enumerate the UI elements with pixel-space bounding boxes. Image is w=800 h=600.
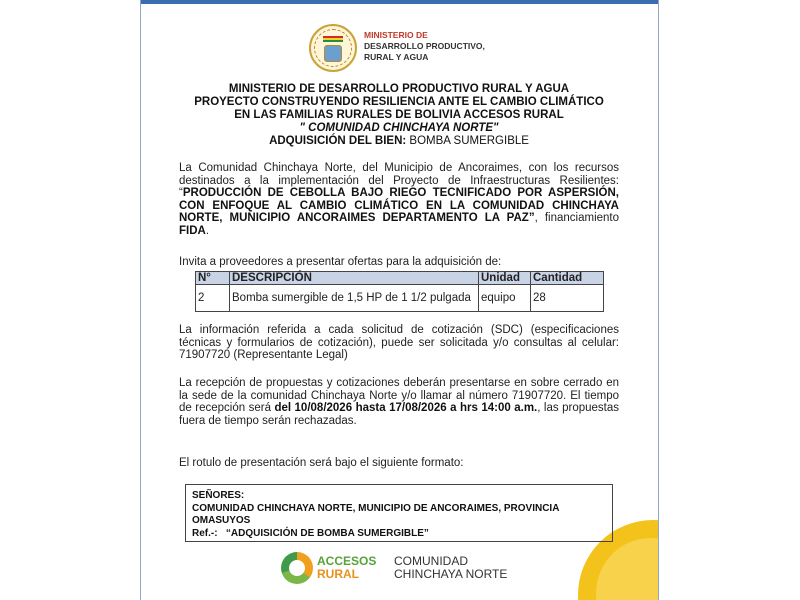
invite-text: Invita a proveedores a presentar ofertas para la adquisición de:	[179, 256, 502, 268]
intro-text-b: , financiamiento	[534, 212, 620, 224]
bolivia-seal-icon	[309, 24, 357, 72]
logo-mark-center	[289, 560, 305, 576]
ministry-line-1: MINISTERIO DE	[364, 30, 428, 40]
ministry-name	[364, 30, 524, 63]
intro-text-c: .	[205, 224, 210, 237]
reception-paragraph	[179, 377, 619, 427]
rotulo-ref-label: Ref.-:	[192, 527, 218, 539]
project-name: PRODUCCIÓN DE CEBOLLA BAJO RIEGO TECNIFICADO POR ASPERSIÓN, CON ENFOQUE AL CAMBIO CLIMÁTICO EN LA COMUNIDAD CHINCHAYA NORTE, MUNICIPIO ANCORAIMES DEPARTAMENTO LA PAZ”	[179, 187, 619, 224]
title-line-3: EN LAS FAMILIAS RURALES DE BOLIVIA ACCESOS RURAL	[234, 109, 564, 121]
seal-shield	[324, 45, 342, 62]
document-page	[140, 0, 659, 600]
ministry-header	[309, 24, 509, 74]
rotulo-ref-value: “ADQUISICIÓN DE BOMBA SUMERGIBLE”	[225, 527, 429, 539]
cell-quantity: 28	[531, 285, 604, 312]
col-header-unit: Unidad	[479, 272, 531, 285]
col-header-quantity: Cantidad	[531, 272, 604, 285]
footer-community-line-2: CHINCHAYA NORTE	[394, 567, 508, 581]
intro-text-a: La Comunidad Chinchaya Norte, del Municipio de Ancoraimes, con los recursos destinados a la implementación del Proyecto de Infraestructuras Resilientes: “	[179, 162, 619, 199]
top-accent-bar	[141, 0, 658, 4]
title-line-4: " COMUNIDAD CHINCHAYA NORTE"	[299, 122, 499, 134]
rotulo-intro: El rotulo de presentación será bajo el siguiente formato:	[179, 457, 464, 469]
logo-text	[317, 555, 376, 581]
logo-line-2: RURAL	[317, 567, 359, 581]
col-header-description: DESCRIPCIÓN	[230, 272, 479, 285]
title-line-1: MINISTERIO DE DESARROLLO PRODUCTIVO RURAL Y AGUA	[228, 83, 570, 95]
table-header-row	[196, 272, 604, 285]
accesos-rural-logo-icon	[281, 552, 313, 584]
rotulo-box	[185, 484, 613, 542]
seal-flag	[323, 36, 343, 42]
items-table	[195, 271, 604, 312]
acquisition-value: BOMBA SUMERGIBLE	[406, 135, 529, 147]
title-line-2: PROYECTO CONSTRUYENDO RESILIENCIA ANTE EL CAMBIO CLIMÁTICO	[194, 96, 604, 108]
funder-name: FIDA	[179, 224, 206, 237]
intro-paragraph	[179, 162, 619, 237]
info-paragraph: La información referida a cada solicitud de cotización (SDC) (especificaciones técnicas y formularios de cotización), puede ser solicitada y/o consultas al celular: 71907720 (Representante Legal)	[179, 324, 619, 361]
col-header-number: N°	[196, 272, 230, 285]
table-row	[196, 285, 604, 312]
acquisition-label: ADQUISICIÓN DEL BIEN:	[269, 135, 407, 147]
reception-text-b: , las propuestas fuera de tiempo serán rechazadas.	[179, 402, 619, 427]
rotulo-line-2: COMUNIDAD CHINCHAYA NORTE, MUNICIPIO DE ANCORAIMES, PROVINCIA OMASUYOS	[192, 502, 560, 526]
ministry-line-2: DESARROLLO PRODUCTIVO,	[364, 41, 485, 51]
rotulo-ref	[192, 528, 606, 541]
footer-community-line-1: COMUNIDAD	[394, 554, 468, 568]
cell-unit: equipo	[479, 285, 531, 312]
reception-dates: del 10/08/2026 hasta 17/08/2026 a hrs 14:00 a.m.	[274, 402, 538, 414]
title-line-5	[179, 135, 619, 148]
logo-line-1: ACCESOS	[317, 554, 377, 568]
cell-description: Bomba sumergible de 1,5 HP de 1 1/2 pulgada	[230, 285, 479, 312]
reception-text-a: La recepción de propuestas y cotizaciones deberán presentarse en sobre cerrado en la sede de la comunidad Chinchaya Norte y/o llamar al número 71907720. El tiempo de recepción será	[179, 377, 619, 414]
cell-number: 2	[196, 285, 230, 312]
footer-community-name	[394, 555, 507, 581]
rotulo-line-1: SEÑORES:	[192, 490, 245, 501]
ministry-line-3: RURAL Y AGUA	[364, 52, 429, 62]
accesos-rural-logo	[281, 552, 391, 588]
document-title	[179, 83, 619, 148]
